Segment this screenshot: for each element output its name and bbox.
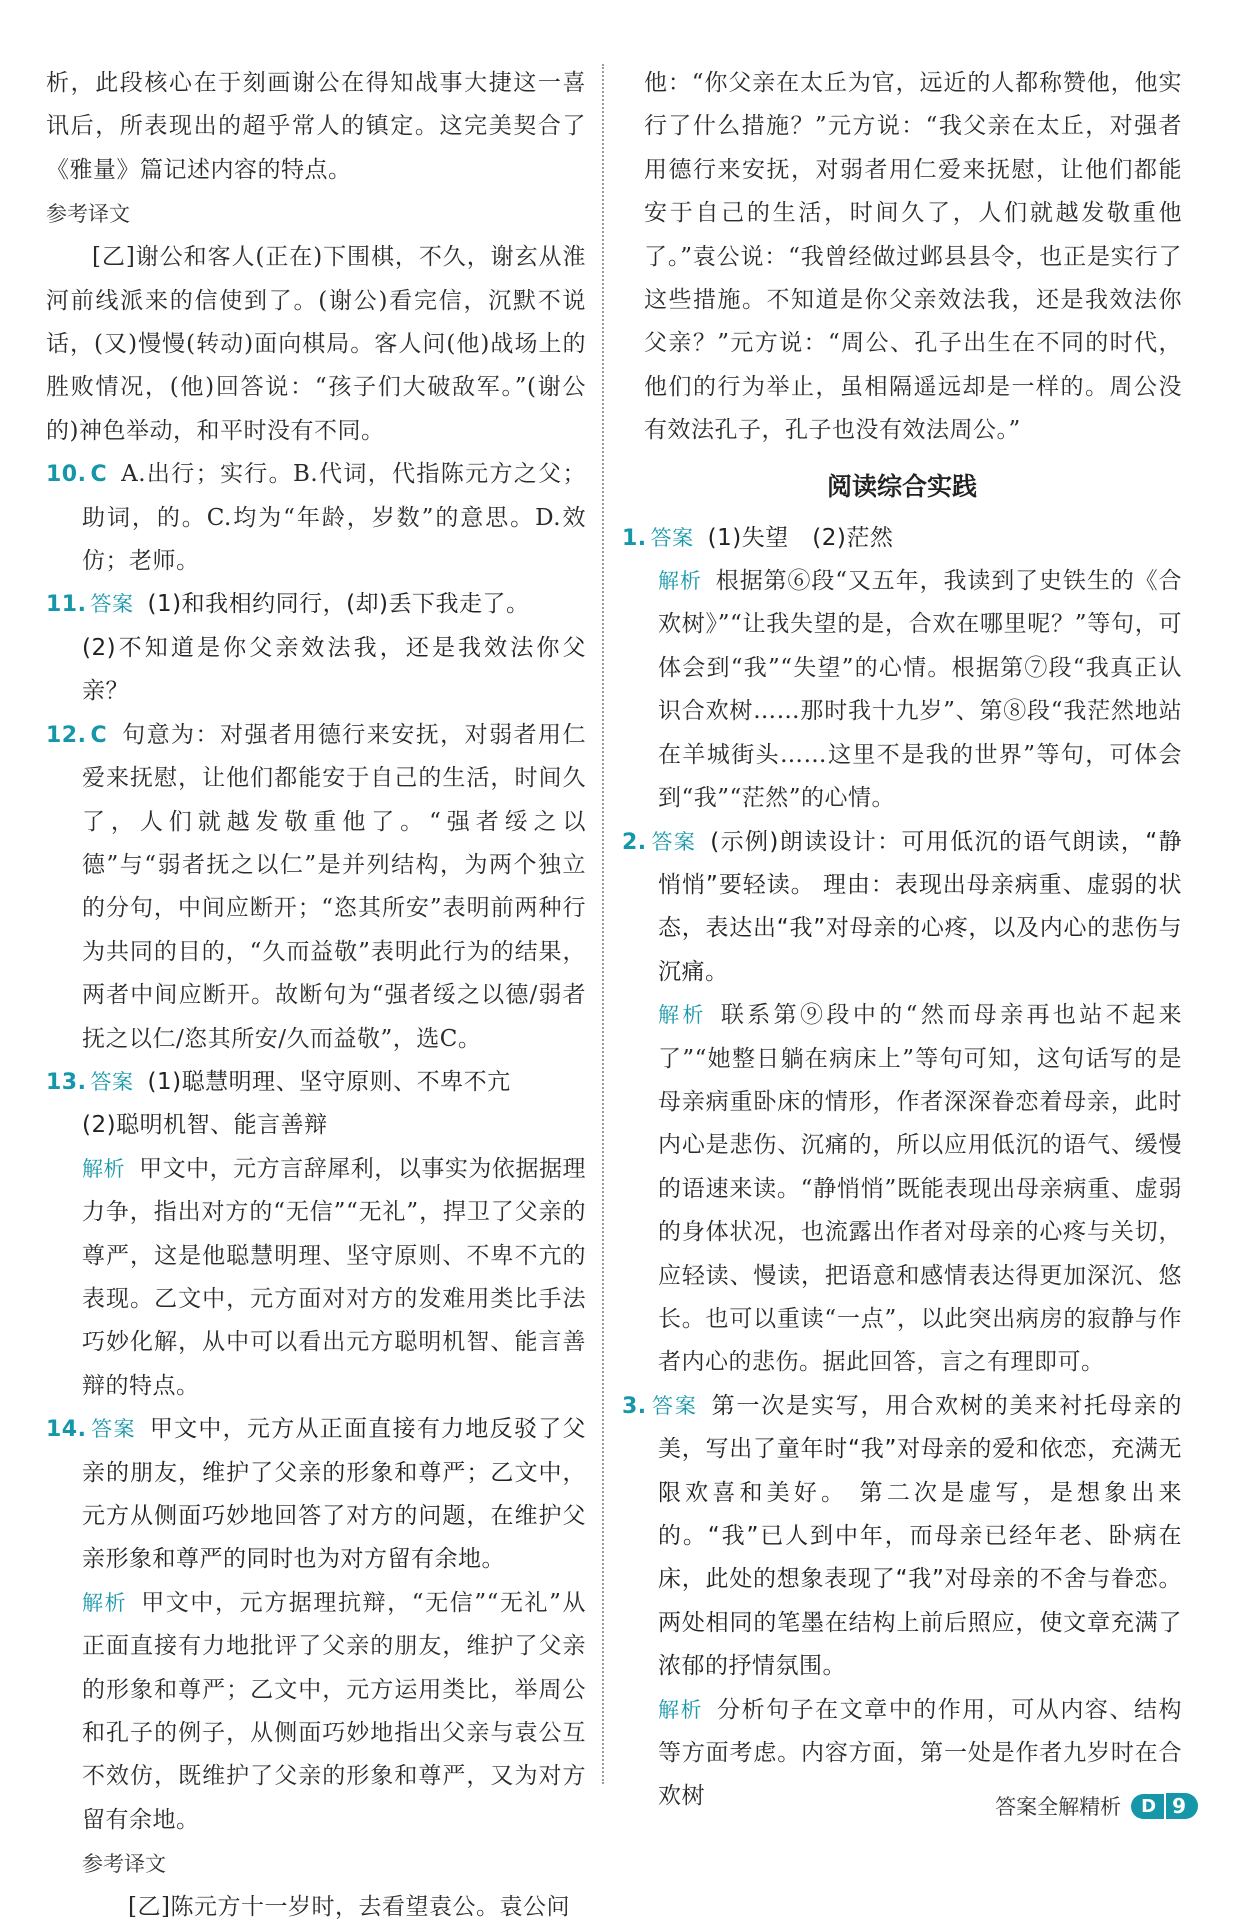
answer-text: 甲文中，元方从正面直接有力地反驳了父亲的朋友，维护了父亲的形象和尊严；乙文中，元方从侧面巧妙地回答了对方的问题，在维护父亲形象和尊严的同时也为对方留有余地。 bbox=[82, 1416, 587, 1573]
translation-text: [乙]谢公和客人(正在)下围棋，不久，谢玄从淮河前线派来的信使到了。(谢公)看完信，沉默不说话，(又)慢慢(转动)面向棋局。客人问(他)战场上的胜败情况，(他)回答说：“孩子们大破敌军。”(谢公的)神色举动，和平时没有不同。 bbox=[46, 244, 586, 444]
analysis-text bbox=[46, 1148, 586, 1408]
answer-part-1: (1)和我相约同行，(却)丢下我走了。 bbox=[147, 591, 530, 618]
question-number: 1. bbox=[622, 525, 647, 551]
analysis-tag: 解析 bbox=[82, 1156, 126, 1181]
question-text: A.出行；实行。B.代词，代指陈元方之父；助词，的。C.均为“年龄，岁数”的意思。D.效仿；老师。 bbox=[82, 461, 586, 575]
intro-text: 析，此段核心在于刻画谢公在得知战事大捷这一喜讯后，所表现出的超乎常人的镇定。这完美契合了《雅量》篇记述内容的特点。 bbox=[46, 70, 586, 183]
question-11 bbox=[46, 583, 586, 626]
section-title: 阅读综合实践 bbox=[826, 471, 977, 501]
question-12 bbox=[46, 714, 586, 1061]
analysis-body: 根据第⑥段“又五年，我读到了史铁生的《合欢树》”“让我失望的是，合欢在哪里呢？”等句，可体会到“我”“失望”的心情。根据第⑦段“我真正认识合欢树……那时我十九岁”、第⑧段“我茫然地站在羊城街头……这里不是我的世界”等句，可体会到“我”“茫然”的心情。 bbox=[658, 568, 1183, 812]
answer-text: (1)失望 (2)茫然 bbox=[707, 524, 894, 551]
column-divider bbox=[602, 64, 604, 1784]
answer-text: 第一次是实写，用合欢树的美来衬托母亲的美，写出了童年时“我”对母亲的爱和依恋，充满无限欢喜和美好。 第二次是虚写，是想象出来的。“我”已人到中年，而母亲已经年老、卧病在床，此处的想象表现了“我”对母亲的不舍与眷恋。 两处相同的笔墨在结构上前后照应，使文章充满了浓郁的抒情氛围。 bbox=[658, 1392, 1183, 1680]
page-footer bbox=[995, 1791, 1198, 1821]
question-number: 12. bbox=[46, 722, 87, 748]
analysis-tag: 解析 bbox=[658, 1003, 707, 1028]
analysis-body: 甲文中，元方据理抗辩，“无信”“无礼”从正面直接有力地批评了父亲的朋友，维护了父亲的形象和尊严；乙文中，元方运用类比，举周公和孔子的例子，从侧面巧妙地指出父亲与袁公互不效仿，既维护了父亲的形象和尊严，又为对方留有余地。 bbox=[82, 1589, 586, 1833]
question-number: 10. bbox=[46, 462, 87, 488]
analysis-body: 甲文中，元方言辞犀利，以事实为依据据理力争，指出对方的“无信”“无礼”，捍卫了父亲的尊严，这是他聪慧明理、坚守原则、不卑不亢的表现。乙文中，元方面对对方的发难用类比手法巧妙化解，从中可以看出元方聪明机智、能言善辩的特点。 bbox=[82, 1155, 587, 1399]
translation-continued: 他：“你父亲在太丘为官，远近的人都称赞他，他实行了什么措施？”元方说：“我父亲在太丘，对强者用德行来安抚，对弱者用仁爱来抚慰，让他们都能安于自己的生活，时间久了，人们就越发敬重他了。”袁公说：“我曾经做过邺县县令，也正是实行了这些措施。不知道是你父亲效法我，还是我效法你父亲？”元方说：“周公、孔子出生在不同的时代，他们的行为举止，虽相隔遥远却是一样的。周公没有效法孔子，孔子也没有效法周公。” bbox=[644, 70, 1182, 444]
question-14 bbox=[46, 1408, 586, 1582]
analysis-text bbox=[622, 560, 1182, 820]
answer-choice: C bbox=[90, 722, 108, 748]
answer-tag: 答案 bbox=[650, 829, 697, 854]
footer-label: 答案全解精析 bbox=[995, 1795, 1122, 1819]
analysis-text bbox=[622, 994, 1182, 1385]
answer-tag: 答案 bbox=[90, 1069, 134, 1094]
question-2 bbox=[622, 821, 1182, 995]
answer-tag: 答案 bbox=[650, 525, 694, 550]
question-number: 14. bbox=[46, 1417, 87, 1443]
answer-part-2: (2)聪明机智、能言善辩 bbox=[82, 1112, 328, 1139]
analysis-text bbox=[46, 1582, 586, 1842]
answer-choice: C bbox=[90, 462, 108, 488]
analysis-body: 分析句子在文章中的作用，可从内容、结构等方面考虑。内容方面，第一处是作者九岁时在合欢树 bbox=[658, 1696, 1183, 1810]
page-number: 9 bbox=[1166, 1793, 1198, 1819]
answer-tag: 答案 bbox=[90, 1417, 136, 1442]
answer-tag: 答案 bbox=[90, 592, 134, 617]
translation-text: [乙]陈元方十一岁时，去看望袁公。袁公问 bbox=[128, 1894, 570, 1921]
translation-label: 参考译文 bbox=[46, 202, 130, 227]
question-13 bbox=[46, 1061, 586, 1104]
question-number: 11. bbox=[46, 592, 87, 618]
left-column bbox=[46, 62, 586, 1930]
analysis-tag: 解析 bbox=[658, 1697, 704, 1722]
answer-part-2: (2)不知道是你父亲效法我，还是我效法你父亲？ bbox=[82, 634, 586, 705]
analysis-tag: 解析 bbox=[658, 569, 702, 594]
question-3 bbox=[622, 1385, 1182, 1689]
answer-part-1: (1)聪慧明理、坚守原则、不卑不亢 bbox=[147, 1068, 511, 1095]
question-text: 句意为：对强者用德行来安抚，对弱者用仁爱来抚慰，让他们都能安于自己的生活，时间久了，人们就越发敬重他了。“强者绥之以德”与“弱者抚之以仁”是并列结构，为两个独立的分句，中间应断开；“恣其所安”表明前两种行为共同的目的，“久而益敬”表明此行为的结果，两者中间应断开。故断句为“强者绥之以德/弱者抚之以仁/恣其所安/久而益敬”，选C。 bbox=[82, 721, 586, 1052]
right-column bbox=[622, 62, 1182, 1819]
question-number: 2. bbox=[622, 829, 647, 855]
footer-letter-badge: D bbox=[1131, 1794, 1164, 1819]
question-1 bbox=[622, 517, 1182, 560]
answer-tag: 答案 bbox=[650, 1393, 698, 1418]
analysis-body: 联系第⑨段中的“然而母亲再也站不起来了”“她整日躺在病床上”等句可知，这句话写的是母亲病重卧床的情形，作者深深眷恋着母亲，此时内心是悲伤、沉痛的，所以应用低沉的语气、缓慢的语速来读。“静悄悄”既能表现出母亲病重、虚弱的身体状况，也流露出作者对母亲的心疼与关切，应轻读、慢读，把语意和感情表达得更加深沉、悠长。也可以重读“一点”，以此突出病房的寂静与作者内心的悲伤。据此回答，言之有理即可。 bbox=[658, 1002, 1183, 1376]
analysis-tag: 解析 bbox=[82, 1590, 128, 1615]
question-10 bbox=[46, 453, 586, 583]
translation-label: 参考译文 bbox=[82, 1852, 166, 1877]
question-number: 3. bbox=[622, 1393, 647, 1419]
answer-text: (示例)朗读设计：可用低沉的语气朗读，“静悄悄”要轻读。 理由：表现出母亲病重、虚弱的状态，表达出“我”对母亲的心疼，以及内心的悲伤与沉痛。 bbox=[658, 828, 1182, 985]
question-number: 13. bbox=[46, 1069, 87, 1095]
